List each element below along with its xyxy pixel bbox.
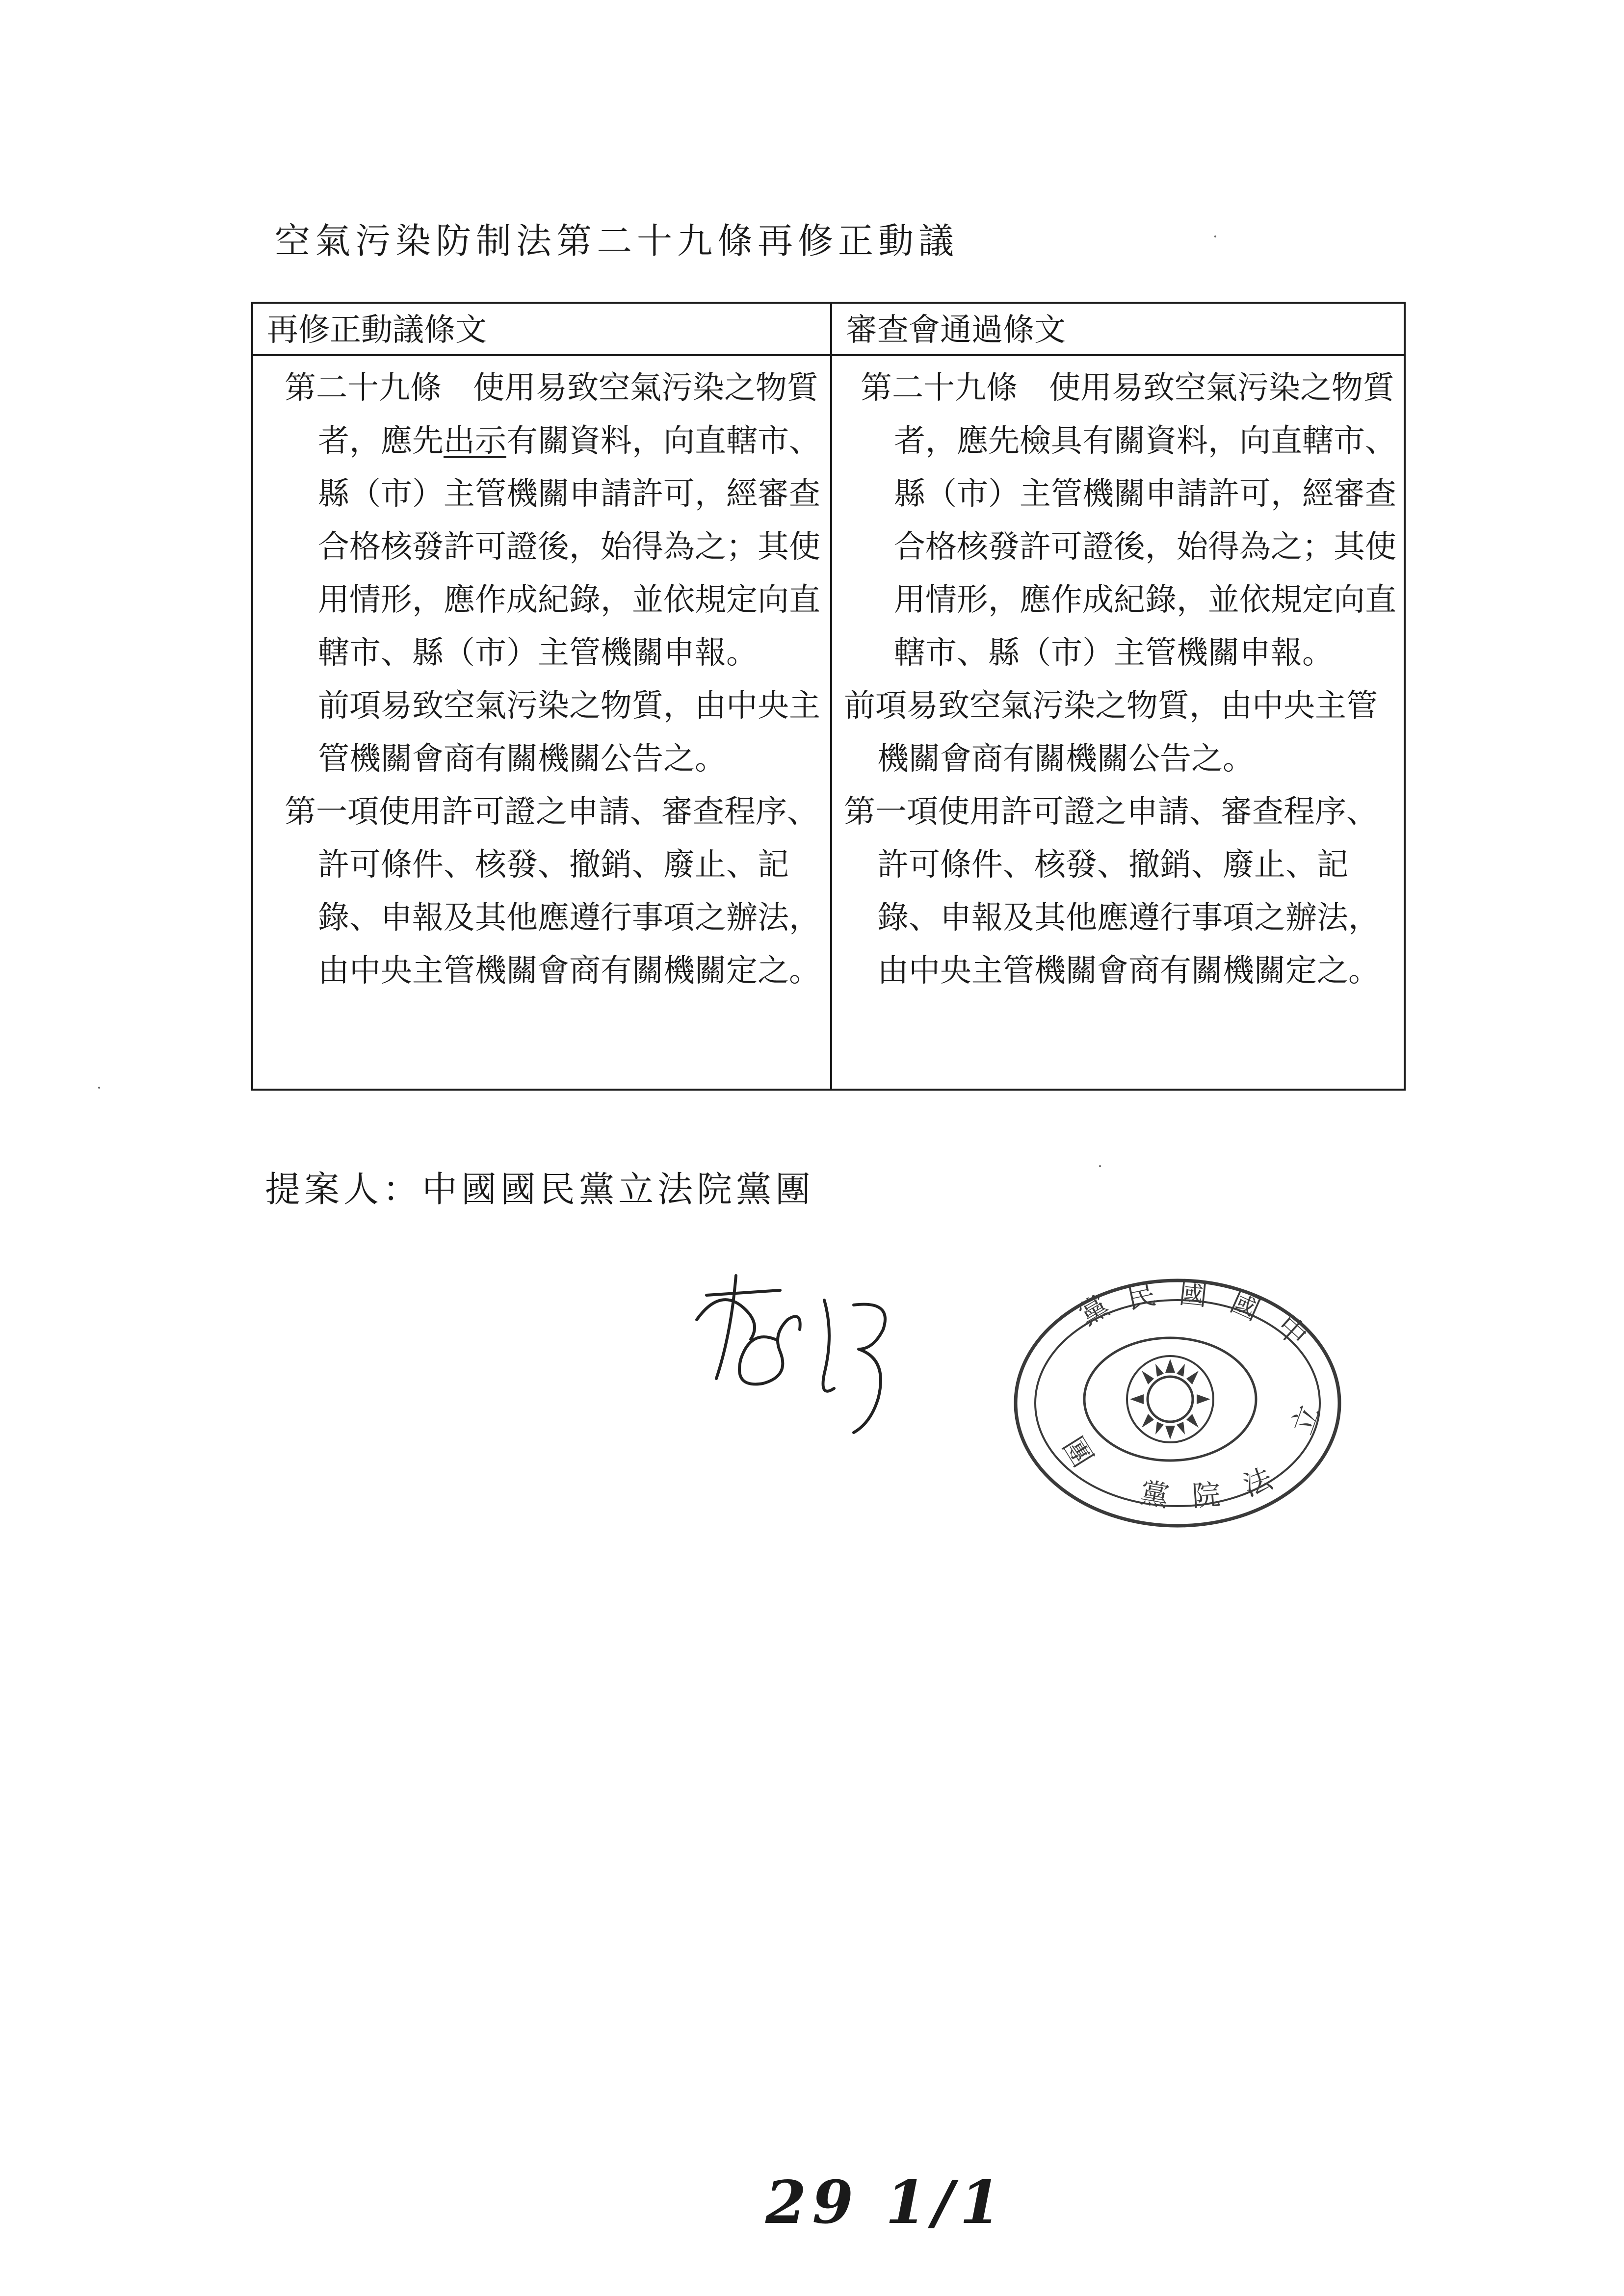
svg-text:黨: 黨 (1138, 1475, 1172, 1513)
left-paragraph-3: 第一項使用許可證之申請、審查程序、許可條件、核發、撤銷、廢止、記錄、申報及其他應遵行事項之辦法，由中央主管機關會商有關機關定之。 (285, 794, 820, 989)
left-column-body (285, 362, 829, 997)
page-number: 29 1/1 (765, 2168, 1007, 2237)
column-divider (830, 304, 832, 1089)
scan-speck (1214, 235, 1216, 237)
left-paragraph-2: 前項易致空氣污染之物質，由中央主管機關會商有關機關公告之。 (318, 688, 820, 777)
scan-speck (98, 1087, 100, 1089)
comparison-table (251, 302, 1406, 1091)
svg-text:黨: 黨 (1073, 1288, 1115, 1332)
scan-speck (1099, 1165, 1101, 1167)
svg-text:法: 法 (1238, 1461, 1277, 1503)
svg-text:院: 院 (1191, 1478, 1222, 1513)
left-p1-prefix: 第二十九條 使用易致空氣污染之物質者，應先 (285, 370, 818, 459)
svg-text:立: 立 (1285, 1400, 1327, 1439)
right-paragraph-3: 第一項使用許可證之申請、審查程序、許可條件、核發、撤銷、廢止、記錄、申報及其他應遵行事項之辦法，由中央主管機關會商有關機關定之。 (844, 794, 1380, 989)
left-p1-suffix: 有關資料，向直轄市、縣（市）主管機關申請許可，經審查合格核發許可證後，始得為之；其使用情形，應作成紀錄，並依規定向直轄市、縣（市）主管機關申報。 (318, 423, 820, 671)
left-p1-underlined: 出示 (444, 423, 506, 459)
svg-text:國: 國 (1177, 1276, 1209, 1312)
svg-text:團: 團 (1056, 1431, 1100, 1473)
right-column-header: 審查會通過條文 (846, 312, 1066, 348)
right-paragraph-2: 前項易致空氣污染之物質，由中央主管機關會商有關機關公告之。 (844, 688, 1378, 777)
right-column-body (844, 362, 1405, 997)
handwritten-signature (677, 1256, 932, 1452)
svg-text:國: 國 (1225, 1284, 1265, 1327)
proposer-line: 提案人：中國國民黨立法院黨團 (265, 1169, 815, 1210)
left-paragraph-1 (285, 362, 829, 679)
official-seal (1011, 1276, 1344, 1531)
svg-text:中: 中 (1270, 1309, 1314, 1353)
header-rule (253, 354, 1404, 356)
svg-text:民: 民 (1124, 1277, 1159, 1316)
page-title: 空氣污染防制法第二十九條再修正動議 (275, 220, 959, 261)
left-column-header: 再修正動議條文 (267, 312, 487, 348)
right-paragraph-1: 第二十九條 使用易致空氣污染之物質者，應先檢具有關資料，向直轄市、縣（市）主管機關申請許可，經審查合格核發許可證後，始得為之；其使用情形，應作成紀錄，並依規定向直轄市、縣（市）主管機關申報。 (861, 370, 1396, 671)
